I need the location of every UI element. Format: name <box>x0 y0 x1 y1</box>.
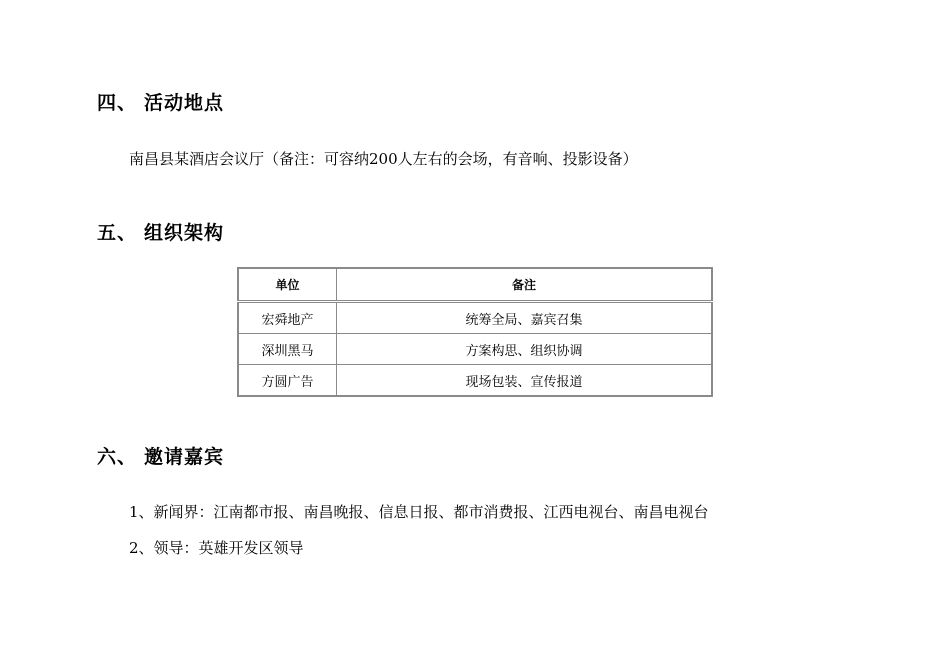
section-heading-venue <box>97 88 224 115</box>
section-number: 五、 <box>97 222 138 244</box>
section-heading-guests <box>97 442 224 469</box>
cell-unit: 方圆广告 <box>238 365 337 397</box>
section-number: 四、 <box>97 92 138 114</box>
table-header-row <box>238 268 712 302</box>
section-number: 六、 <box>97 446 138 468</box>
cell-remark: 现场包装、宣传报道 <box>337 365 713 397</box>
section-title: 邀请嘉宾 <box>144 446 225 468</box>
organization-table <box>237 267 713 397</box>
guest-list-item: 2、领导：英雄开发区领导 <box>129 539 304 557</box>
table-row <box>238 302 712 334</box>
cell-remark: 方案构思、组织协调 <box>337 334 713 365</box>
cell-remark: 统筹全局、嘉宾召集 <box>337 302 713 334</box>
section-title: 组织架构 <box>144 222 225 244</box>
table-row <box>238 365 712 397</box>
guest-list-item: 1、新闻界：江南都市报、南昌晚报、信息日报、都市消费报、江西电视台、南昌电视台 <box>129 503 709 521</box>
cell-unit: 深圳黑马 <box>238 334 337 365</box>
section-title: 活动地点 <box>144 92 225 114</box>
section-heading-organization <box>97 218 224 245</box>
cell-unit: 宏舜地产 <box>238 302 337 334</box>
header-unit: 单位 <box>238 268 337 302</box>
header-remark: 备注 <box>337 268 713 302</box>
venue-text: 南昌县某酒店会议厅（备注：可容纳200人左右的会场，有音响、投影设备） <box>129 150 638 168</box>
table-row <box>238 334 712 365</box>
